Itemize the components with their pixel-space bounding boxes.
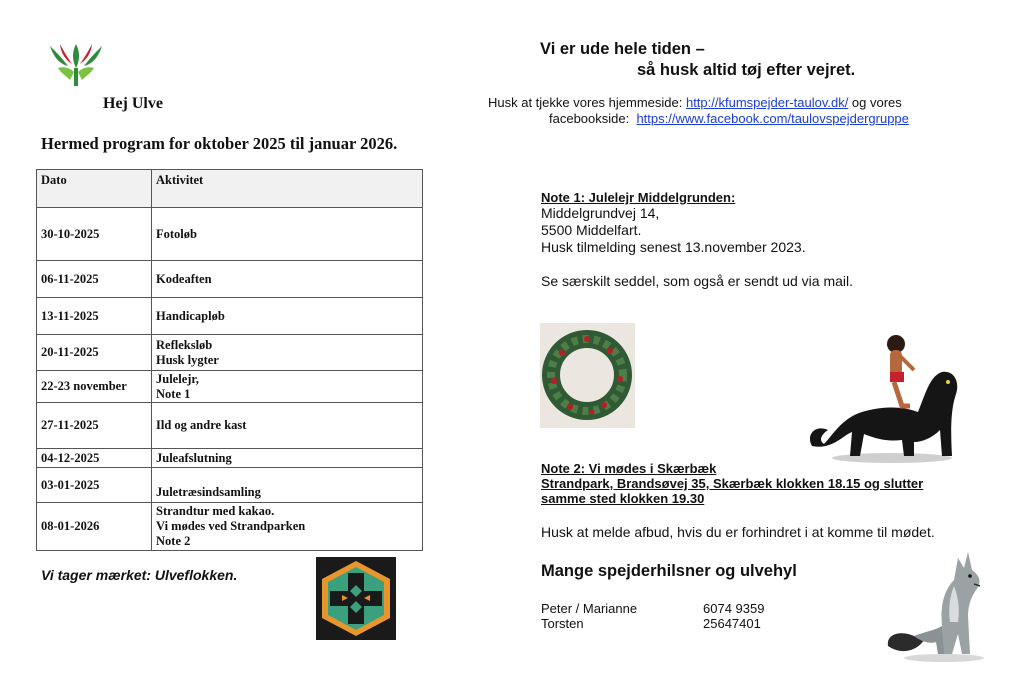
note1-title: Note 1: Julelejr Middelgrunden: [541,190,736,205]
note2-line: Strandpark, Brandsøvej 35, Skærbæk klokken 18.15 og slutter [541,476,924,491]
activity-line: Fotoløb [156,226,197,241]
schedule-table [36,169,423,551]
contact-phone: 6074 9359 [703,601,765,616]
activity-line: Handicapløb [156,308,225,323]
activity-cell [152,335,423,371]
headline-line-2: så husk altid tøj efter vejret. [637,61,856,79]
contact-name: Peter / Marianne [541,601,638,616]
date-cell: 03-01-2025 [37,468,152,503]
contact-name: Torsten [541,616,584,631]
activity-cell [152,468,423,503]
contact-row [541,601,764,616]
badge-text: Vi tager mærket: Ulveflokken. [41,567,238,583]
note2-title: Note 2: Vi mødes i Skærbæk [541,461,717,476]
activity-line: Julelejr, [156,371,199,386]
activity-cell [152,298,423,335]
date-cell: 04-12-2025 [37,449,152,468]
activity-cell [152,261,423,298]
note2-line: samme sted klokken 19.30 [541,491,705,506]
note1-line: Husk tilmelding senest 13.november 2023. [541,239,806,255]
activity-line: Vi mødes ved Strandparken [156,519,306,533]
absence-note: Husk at melde afbud, hvis du er forhindret i at komme til mødet. [541,524,935,540]
activity-column-header: Aktivitet [152,170,423,208]
activity-line: Husk lygter [156,352,219,367]
date-cell: 13-11-2025 [37,298,152,335]
table-header-row [37,170,423,208]
activity-line: Juletræsindsamling [156,485,261,499]
note1-extra: Se særskilt seddel, som også er sendt ud via mail. [541,273,854,289]
activity-line: Ild og andre kast [156,418,247,432]
facebook-prefix: facebookside: [549,111,637,126]
table-row [37,371,423,403]
ulveflokken-badge-icon [316,557,396,640]
date-cell: 22-23 november [37,371,152,403]
howling-wolf-illustration-icon [884,546,996,664]
website-line [488,95,902,110]
table-row [37,298,423,335]
note1-body [541,205,806,256]
website-prefix: Husk at tjekke vores hjemmeside: [488,95,686,110]
activity-line: Note 2 [156,534,191,548]
greeting: Hej Ulve [103,95,163,112]
table-row [37,468,423,503]
scout-lily-logo-icon [46,38,106,90]
facebook-line [549,111,909,126]
note2-body [541,476,923,506]
activity-cell [152,503,423,551]
table-row [37,208,423,261]
mowgli-bagheera-illustration-icon [802,326,962,466]
sign-off: Mange spejderhilsner og ulvehyl [541,562,797,580]
facebook-link[interactable]: https://www.facebook.com/taulovspejdergruppe [636,111,909,126]
note1-line: Middelgrundvej 14, [541,205,660,221]
table-row [37,335,423,371]
christmas-wreath-icon [540,323,635,428]
table-row [37,449,423,468]
program-heading: Hermed program for oktober 2025 til januar 2026. [41,134,398,153]
activity-line: Juleafslutning [156,450,232,465]
contacts-list [541,601,764,631]
date-cell: 30-10-2025 [37,208,152,261]
headline-line-1: Vi er ude hele tiden – [540,40,705,58]
activity-line: Strandtur med kakao. [156,504,275,518]
table-row [37,403,423,449]
activity-cell [152,371,423,403]
date-cell: 20-11-2025 [37,335,152,371]
website-suffix: og vores [848,95,902,110]
date-cell: 27-11-2025 [37,403,152,449]
activity-line: Refleksløb [156,337,213,352]
activity-cell [152,449,423,468]
contact-row [541,616,764,631]
note1-line: 5500 Middelfart. [541,222,642,238]
date-cell: 08-01-2026 [37,503,152,551]
activity-line: Kodeaften [156,271,212,286]
website-link[interactable]: http://kfumspejder-taulov.dk/ [685,95,849,110]
activity-line: Note 1 [156,386,191,401]
activity-cell [152,208,423,261]
contact-phone: 25647401 [703,616,761,631]
table-row [37,503,423,551]
activity-cell [152,403,423,449]
date-column-header: Dato [37,170,152,208]
date-cell: 06-11-2025 [37,261,152,298]
table-row [37,261,423,298]
